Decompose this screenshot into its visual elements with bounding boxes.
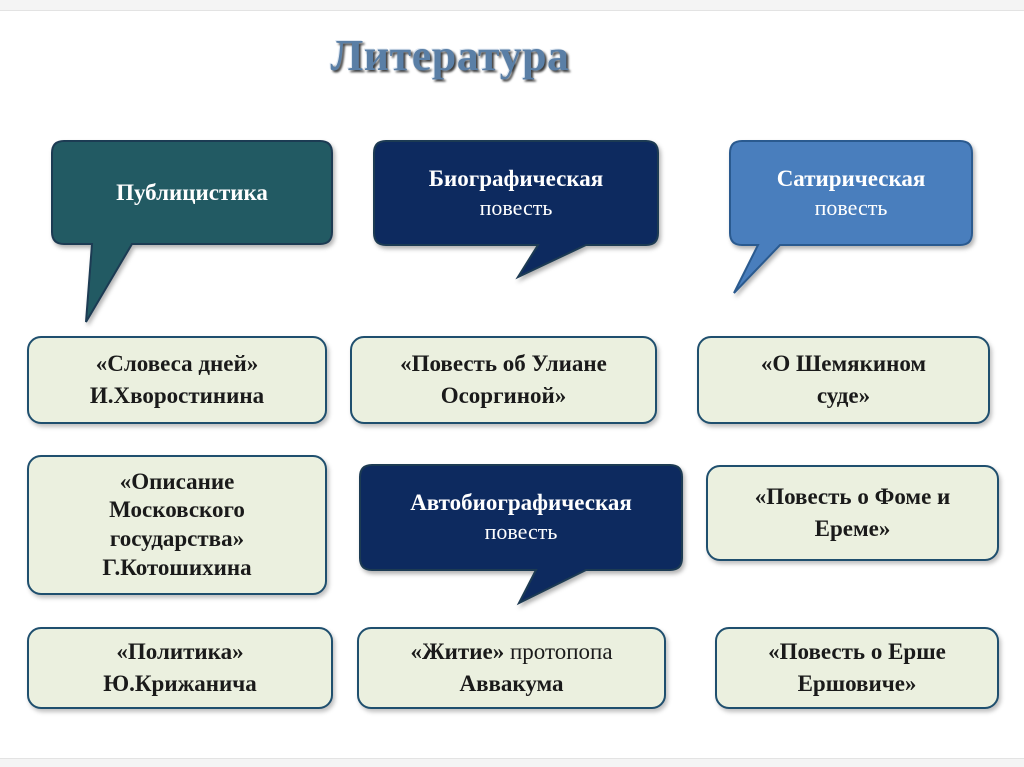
work-slovesa-author: И.Хворостинина: [89, 383, 265, 408]
category-satirical-label: Сатирическая: [776, 165, 926, 191]
category-publicistics-label: Публицистика: [116, 179, 268, 205]
work-politika-author: Ю.Крижанича: [103, 671, 257, 696]
work-box-shemyaka: [697, 336, 990, 424]
category-satirical: [730, 141, 972, 245]
work-opisanie-author: Г.Котошихина: [102, 554, 252, 580]
work-uliania-line2: Осоргиной»: [440, 383, 567, 408]
work-shemyaka-line1: «О Шемякином: [760, 350, 927, 376]
work-opisanie-line1: «Описание: [119, 468, 235, 494]
work-zhitie-line2: Аввакума: [459, 671, 564, 696]
category-biographical-sublabel: повесть: [479, 194, 553, 220]
category-biographical-label: Биографическая: [428, 165, 604, 191]
work-shemyaka-line2: суде»: [816, 383, 871, 408]
work-box-uliania: [350, 336, 657, 424]
work-zhitie-line1: [410, 636, 612, 668]
category-autobiographical-sublabel: повесть: [484, 519, 558, 545]
work-yorsh-line1: «Повесть о Ерше: [768, 638, 946, 664]
work-box-yorsh: [715, 627, 999, 709]
work-opisanie-line3: государства»: [109, 526, 245, 551]
work-box-slovesa: [27, 336, 327, 424]
slide-title: Литература: [330, 31, 570, 80]
work-foma-line1: «Повесть о Фоме и: [754, 483, 951, 509]
category-satirical-sublabel: повесть: [814, 194, 888, 220]
category-publicistics: [52, 141, 332, 244]
work-uliania-line1: «Повесть об Улиане: [400, 350, 607, 376]
category-autobiographical: [360, 465, 682, 570]
work-opisanie-line2: Московского: [109, 497, 245, 523]
work-box-politika: [27, 627, 333, 709]
work-box-foma: [706, 465, 999, 561]
work-foma-line2: Ереме»: [814, 516, 891, 541]
work-slovesa-title: «Словеса дней»: [95, 350, 259, 376]
work-zhitie-title: «Житие»: [410, 638, 505, 664]
work-yorsh-line2: Ершовиче»: [797, 671, 917, 696]
work-box-zhitie: [357, 627, 666, 709]
work-zhitie-subject: протопопа: [504, 638, 613, 664]
work-box-opisanie: [27, 455, 327, 595]
work-politika-title: «Политика»: [116, 638, 244, 664]
category-autobiographical-label: Автобиографическая: [410, 490, 632, 516]
category-biographical: [374, 141, 658, 245]
